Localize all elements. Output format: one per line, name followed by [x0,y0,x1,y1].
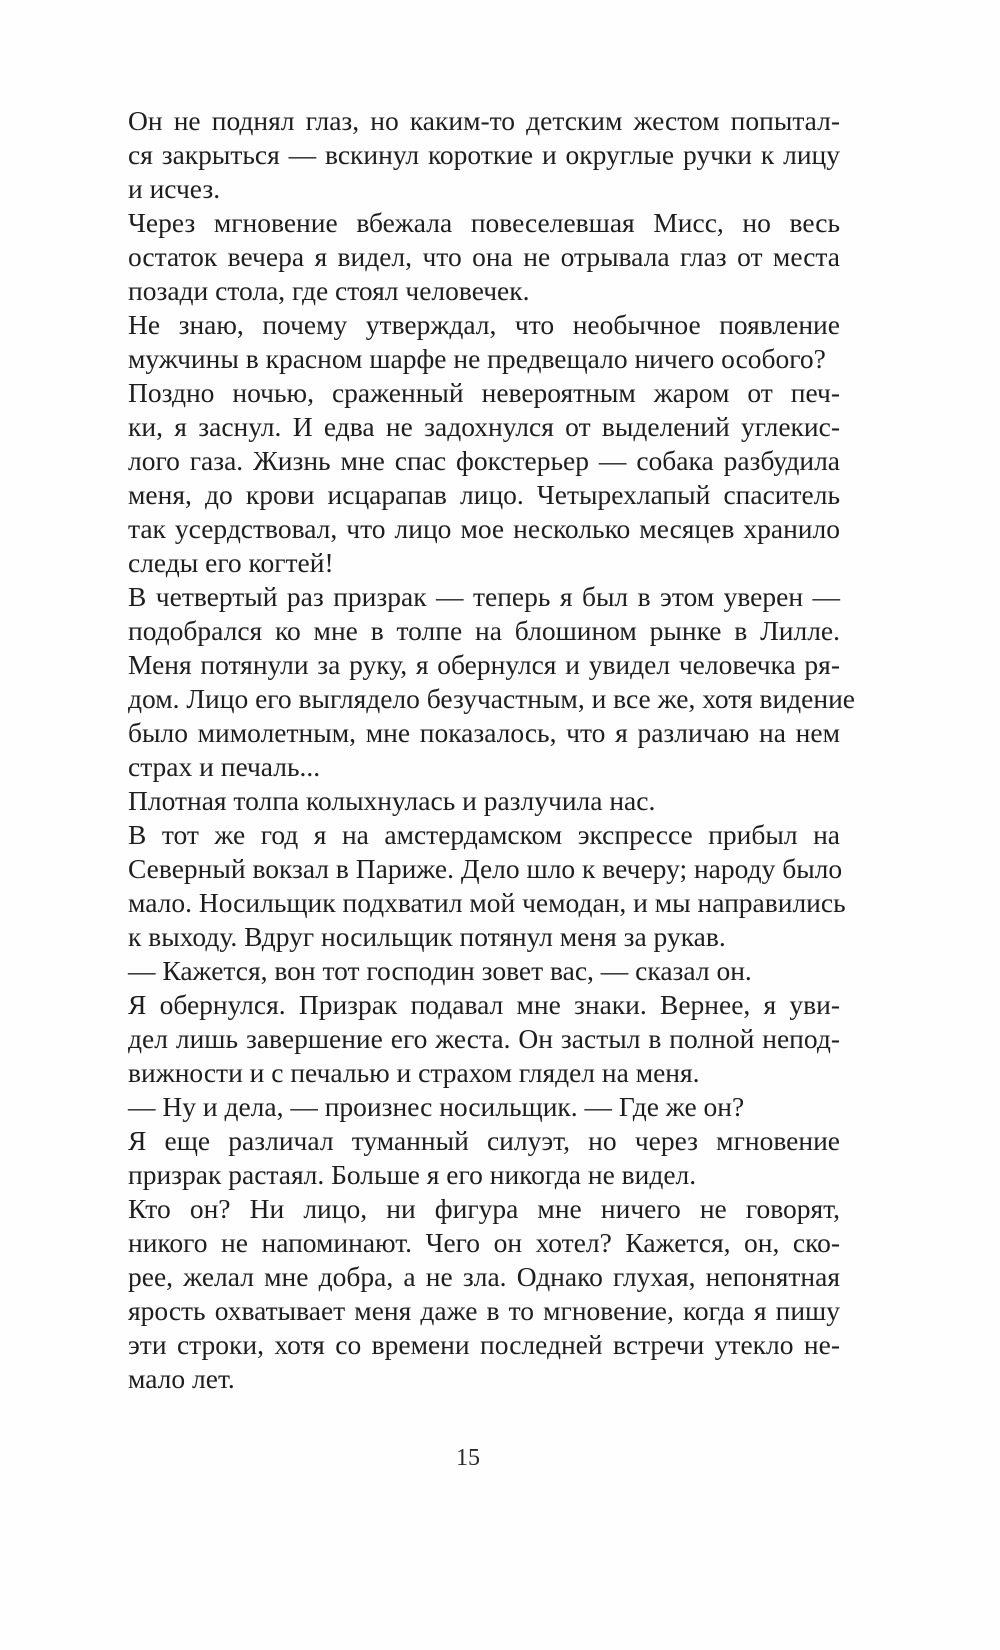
text-line: подобрался ко мне в толпе на блошином рынке в Лилле. [128,615,840,646]
text-line: к выходу. Вдруг носильщик потянул меня за рукав. [128,921,726,952]
text-line: — Ну и дела, — произнес носильщик. — Где же он? [128,1091,745,1122]
text-line: В тот же год я на амстердамском экспрессе прибыл на [128,819,840,850]
text-line: Не знаю, почему утверждал, что необычное появление [128,309,840,340]
paragraph [128,818,846,954]
text-line: страх и печаль... [128,751,321,782]
text-line: Он не поднял глаз, но каким-то детским жестом попытал- [128,105,840,136]
text-line: следы его когтей! [128,547,334,578]
text-line: призрак растаял. Больше я его никогда не видел. [128,1159,697,1190]
text-line: рее, желал мне добра, а не зла. Однако глухая, непонятная [128,1261,840,1292]
paragraph [128,376,840,580]
paragraph [128,988,840,1090]
body-text [128,104,856,1396]
text-line: ки, я заснул. И едва не задохнулся от выделений углекис- [128,411,840,442]
text-line: — Кажется, вон тот господин зовет вас, — сказал он. [128,955,752,986]
paragraph [128,104,840,206]
text-line: мужчины в красном шарфе не предвещало ничего особого? [128,343,826,374]
text-line: дел лишь завершение его жеста. Он застыл в полной непод- [128,1023,840,1054]
text-line: так усердствовал, что лицо мое несколько месяцев хранило [128,513,840,544]
text-line: вижности и с печалью и страхом глядел на меня. [128,1057,700,1088]
page-number: 15 [456,1445,480,1471]
paragraph [128,308,840,376]
text-line: В четвертый раз призрак — теперь я был в этом уверен — [128,581,840,612]
text-line: Кто он? Ни лицо, ни фигура мне ничего не говорят, [128,1193,840,1224]
text-line: мало. Носильщик подхватил мой чемодан, и мы направились [128,887,846,918]
text-line: Меня потянули за руку, я обернулся и увидел человечка ря- [128,649,840,680]
text-line: Поздно ночью, сраженный невероятным жаром от печ- [128,377,840,408]
text-line: эти строки, хотя со времени последней встречи утекло не- [128,1329,840,1360]
text-line: Северный вокзал в Париже. Дело шло к вечеру; народу было [128,853,843,884]
paragraph [128,580,856,784]
text-line: Плотная толпа колыхнулась и разлучила нас. [128,785,656,816]
text-line: остаток вечера я видел, что она не отрывала глаз от места [128,241,840,272]
text-line: Я еще различал туманный силуэт, но через мгновение [128,1125,840,1156]
paragraph [128,784,840,818]
text-line: мало лет. [128,1363,235,1394]
text-line: лого газа. Жизнь мне спас фокстерьер — собака разбудила [128,445,840,476]
paragraph [128,1192,840,1396]
text-line: Через мгновение вбежала повеселевшая Мисс, но весь [128,207,840,238]
text-line: ся закрыться — вскинул короткие и округлые ручки к лицу [128,139,840,170]
text-line: было мимолетным, мне показалось, что я различаю на нем [128,717,840,748]
paragraph [128,1090,840,1124]
text-line: никого не напоминают. Чего он хотел? Кажется, он, ско- [128,1227,840,1258]
text-line: меня, до крови исцарапав лицо. Четырехлапый спаситель [128,479,840,510]
paragraph [128,206,840,308]
paragraph [128,954,840,988]
text-line: и исчез. [128,173,221,204]
text-line: Я обернулся. Призрак подавал мне знаки. Вернее, я уви- [128,989,840,1020]
paragraph [128,1124,840,1192]
text-line: позади стола, где стоял человечек. [128,275,530,306]
text-line: дом. Лицо его выглядело безучастным, и все же, хотя видение [128,683,856,714]
text-line: ярость охватывает меня даже в то мгновение, когда я пишу [128,1295,840,1326]
